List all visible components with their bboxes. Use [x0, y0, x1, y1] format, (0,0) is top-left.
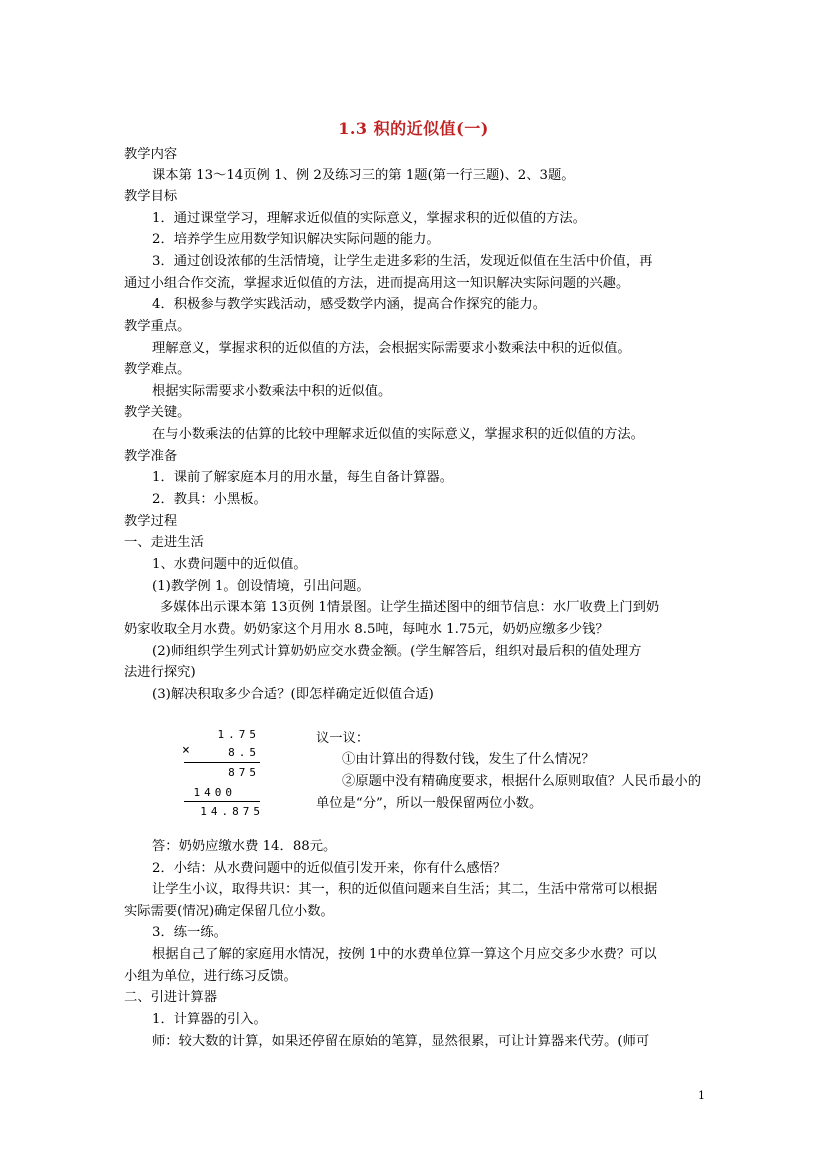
paragraph-line: 3．通过创设浓郁的生活情境，让学生走进多彩的生活，发现近似值在生活中价值，再	[152, 254, 653, 269]
paragraph-line: 1．课前了解家庭本月的用水量，每生自备计算器。	[152, 470, 453, 485]
paragraph-line: 4．积极参与教学实践活动，感受数学内涵，提高合作探究的能力。	[152, 297, 547, 312]
calc-rule	[184, 762, 260, 763]
paragraph-line: 2．小结：从水费问题中的近似值引发开来，你有什么感悟？	[152, 861, 507, 876]
multiplicand: 1.75	[217, 728, 260, 741]
paragraph-line: 小组为单位，进行练习反馈。	[124, 969, 297, 984]
section-heading: 教学关键。	[124, 405, 191, 420]
paragraph-line: 2．培养学生应用数学知识解决实际问题的能力。	[152, 232, 440, 247]
times-sign: ×	[182, 743, 190, 758]
section-heading: 教学准备	[124, 449, 178, 464]
section-heading: 教学过程	[124, 514, 178, 529]
section-heading: 教学目标	[124, 189, 178, 204]
paragraph-line: 让学生小议，取得共识：其一，积的近似值问题来自生活；其二，生活中常常可以根据	[152, 882, 658, 897]
calc-rule	[184, 801, 260, 802]
page-number: 1	[698, 1089, 705, 1102]
section-heading: 一、走进生活	[124, 535, 204, 550]
section-heading: 二、引进计算器	[124, 990, 218, 1005]
paragraph-line: (2)师组织学生列式计算奶奶应交水费金额。(学生解答后，组织对最后积的值处理方	[152, 644, 642, 659]
paragraph-line: (1)教学例 1。创设情境，引出问题。	[152, 579, 370, 594]
paragraph-line: 1．计算器的引入。	[152, 1012, 267, 1027]
discuss-item: 单位是“分”，所以一般保留两位小数。	[316, 796, 543, 811]
paragraph-line: 奶家收取全月水费。奶奶家这个月用水 8.5吨，每吨水 1.75元，奶奶应缴多少钱？	[124, 622, 609, 637]
product: 14.875	[200, 805, 264, 818]
paragraph-line: 通过小组合作交流，掌握求近似值的方法，进而提高用这一知识解决实际问题的兴趣。	[124, 276, 630, 291]
discuss-item: ②原题中没有精确度要求，根据什么原则取值？人民币最小的	[342, 774, 702, 789]
paragraph-line: 3．练一练。	[152, 925, 227, 940]
paragraph-line: 2．教具：小黑板。	[152, 492, 267, 507]
discuss-item: ①由计算出的得数付钱，发生了什么情况？	[342, 752, 595, 767]
paragraph-line: 1．通过课堂学习，理解求近似值的实际意义，掌握求积的近似值的方法。	[152, 211, 586, 226]
paragraph-line: (3)解决积取多少合适？(即怎样确定近似值合适)	[152, 687, 434, 702]
section-heading: 教学难点。	[124, 362, 191, 377]
paragraph-line: 根据实际需要求小数乘法中积的近似值。	[152, 384, 392, 399]
section-heading: 教学重点。	[124, 319, 191, 334]
paragraph-line: 课本第 13～14页例 1、例 2及练习三的第 1题(第一行三题)、2、3题。	[152, 168, 575, 183]
partial-product: 875	[228, 766, 260, 779]
paragraph-line: 多媒体出示课本第 13页例 1情景图。让学生描述图中的细节信息：水厂收费上门到奶	[160, 600, 660, 615]
paragraph-line: 法进行探究)	[124, 665, 196, 680]
paragraph-line: 实际需要(情况)确定保留几位小数。	[124, 904, 334, 919]
paragraph-line: 师：较大数的计算，如果还停留在原始的笔算，显然很累，可让计算器来代劳。(师可	[152, 1034, 650, 1049]
multiplier: 8.5	[228, 746, 260, 759]
paragraph-line: 1、水费问题中的近似值。	[152, 557, 307, 572]
paragraph-line: 根据自己了解的家庭用水情况，按例 1中的水费单位算一算这个月应交多少水费？可以	[152, 947, 657, 962]
document-title: 1.3 积的近似值(一)	[338, 119, 489, 138]
paragraph-line: 理解意义，掌握求积的近似值的方法，会根据实际需要求小数乘法中积的近似值。	[152, 341, 631, 356]
paragraph-line: 在与小数乘法的估算的比较中理解求近似值的实际意义，掌握求积的近似值的方法。	[152, 427, 644, 442]
discuss-heading: 议一议：	[316, 731, 370, 746]
section-heading: 教学内容	[124, 147, 178, 162]
multiplication-calculation	[180, 724, 270, 834]
partial-product: 1400	[193, 786, 236, 799]
paragraph-line: 答：奶奶应缴水费 14．88元。	[152, 839, 337, 854]
